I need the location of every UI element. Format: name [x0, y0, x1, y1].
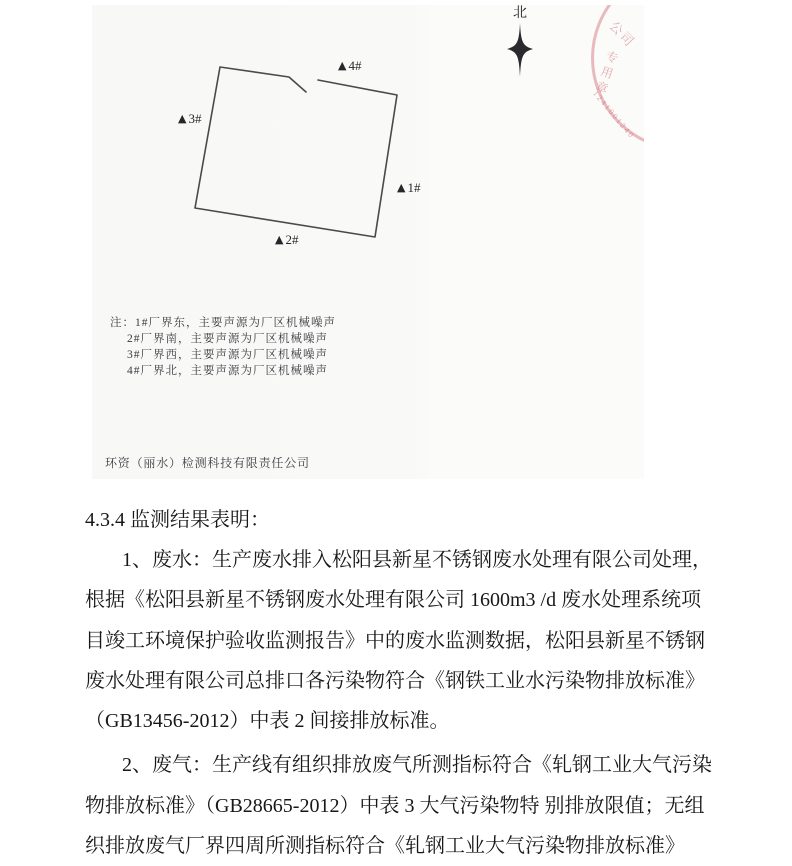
- paragraph-wastewater: [85, 540, 757, 741]
- note-text: 3#厂界西，主要声源为厂区机械噪声: [127, 349, 328, 361]
- site-boundary-outline: [92, 5, 644, 479]
- monitoring-point-label: 4#: [348, 58, 362, 73]
- triangle-marker-icon: ▲: [178, 112, 187, 125]
- monitoring-point-label: 3#: [188, 111, 202, 126]
- text-line: 物排放标准》（GB28665-2012）中表 3 大气污染物特 别排放限值；无组: [85, 794, 705, 817]
- triangle-marker-icon: ▲: [275, 233, 284, 246]
- note-line: [110, 347, 336, 363]
- section-heading: 4.3.4 监测结果表明：: [85, 509, 270, 531]
- site-map-figure: [92, 5, 644, 479]
- monitoring-point-2: [275, 233, 298, 247]
- note-text: 4#厂界北，主要声源为厂区机械噪声: [127, 365, 328, 377]
- note-line: [110, 331, 336, 347]
- triangle-marker-icon: ▲: [338, 59, 347, 72]
- monitoring-point-label: 1#: [407, 180, 421, 195]
- text-line: 2、废气：生产线有组织排放废气所测指标符合《轧钢工业大气污染: [122, 754, 712, 777]
- note-line: [110, 315, 336, 331]
- note-text: 1#厂界东，主要声源为厂区机械噪声: [135, 317, 336, 329]
- note-label: 注：: [110, 317, 135, 329]
- map-notes: [110, 315, 336, 379]
- note-text: 2#厂界南，主要声源为厂区机械噪声: [127, 333, 328, 345]
- monitoring-point-3: [178, 112, 201, 126]
- seal-arc-text: 公司: [606, 18, 639, 51]
- text-line: 目竣工环境保护验收监测报告》中的废水监测数据，松阳县新星不锈钢: [85, 629, 705, 652]
- monitoring-point-4: [338, 59, 361, 73]
- text-line: 根据《松阳县新星不锈钢废水处理有限公司 1600m3 /d 废水处理系统项: [85, 589, 702, 612]
- seal-serial-number: 1241001240: [591, 89, 637, 141]
- paragraph-exhaust-gas: [85, 745, 757, 866]
- text-line: 1、废水：生产废水排入松阳县新星不锈钢废水处理有限公司处理，: [122, 549, 712, 571]
- note-line: [110, 363, 336, 379]
- text-line: 废水处理有限公司总排口各污染物符合《钢铁工业水污染物排放标准》: [85, 669, 705, 692]
- text-line: 织排放废气厂界四周所测指标符合《轧钢工业大气污染物排放标准》: [85, 835, 685, 858]
- monitoring-point-1: [397, 181, 420, 195]
- north-compass: [504, 5, 536, 77]
- report-text: [85, 500, 757, 866]
- north-label: 北: [513, 6, 527, 21]
- text-line: （GB13456-2012）中表 2 间接排放标准。: [85, 710, 450, 733]
- compass-star-icon: [507, 23, 533, 77]
- monitoring-point-label: 2#: [285, 232, 299, 247]
- seal-arc-text: 专用章: [591, 48, 621, 99]
- triangle-marker-icon: ▲: [397, 181, 406, 194]
- lab-company-name: 环资（丽水）检测科技有限责任公司: [105, 456, 310, 470]
